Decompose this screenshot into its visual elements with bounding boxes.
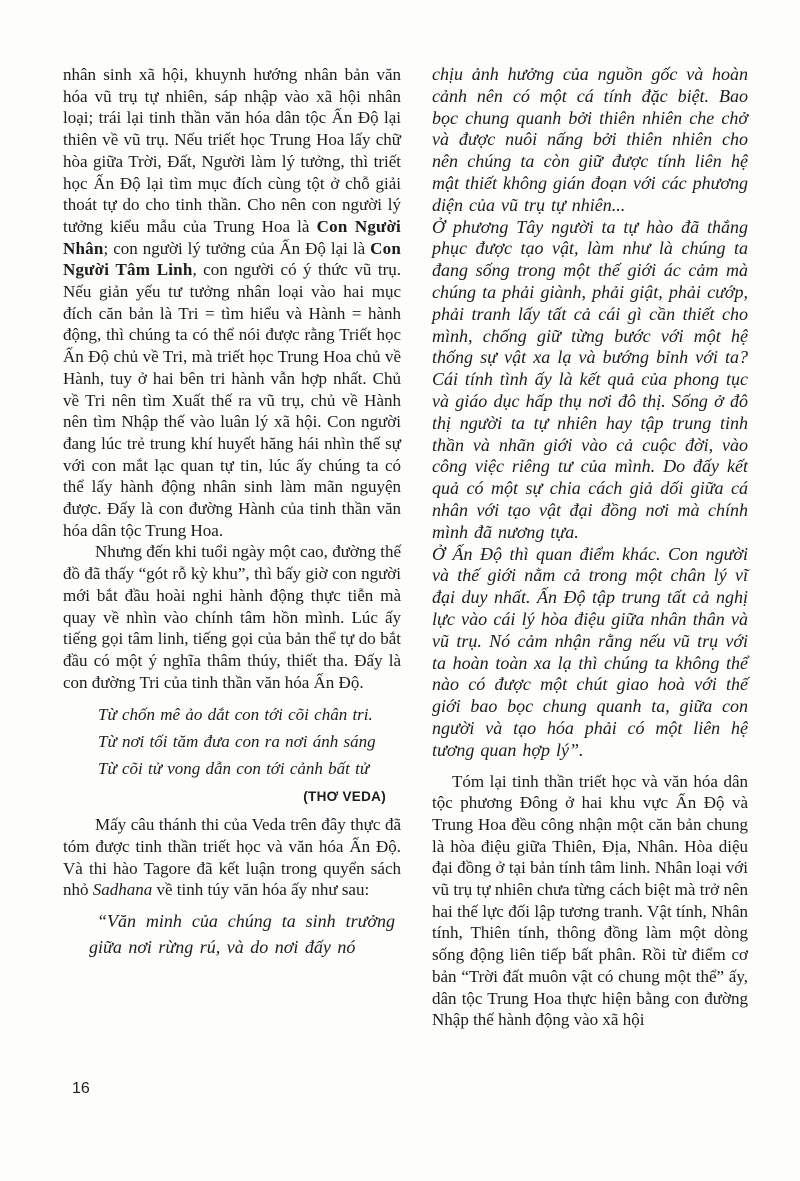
- paragraph-text: , con người có ý thức vũ trụ. Nếu giản yếu tư tưởng nhân loại vào hai mục đích căn bản là Tri = tìm hiểu và Hành = hành động, thì chúng ta có thể nói được rằng Triết học Ấn Độ chủ về Tri, mà triết học Trung Hoa chủ về Hành, tuy ở hai bên tri hành vẫn hợp nhất. Chủ về Tri nên tìm Xuất thế ra vũ trụ, chủ về Hành nên tìm Nhập thế vào luân lý xã hội. Con người đang lúc trẻ trung khí huyết hăng hái nhìn thế sự với con mắt lạc quan tự tin, lúc ấy chúng ta có thể lấy hành động nhân sinh làm mãn nguyện được. Đấy là con đường Hành của tinh thần văn hóa dân tộc Trung Hoa.: [63, 260, 401, 540]
- paragraph-3: [63, 814, 401, 901]
- verse-line: Từ chốn mê ảo dắt con tới cõi chân tri.: [98, 705, 373, 725]
- quote-paragraph-3: Ở Ấn Độ thì quan điểm khác. Con người và thế giới nằm cả trong một chân lý vĩ đại duy nhất. Ấn Độ tập trung tất cả nghị lực vào cái lý hòa điệu giữa nhân thân và vũ trụ. Nó cảm nhận rằng nếu vũ trụ với ta hoàn toàn xa lạ thì chúng ta không thể nào có được một chút giao hoà với thế giới bao bọc chung quanh ta, giữa con người và tạo hóa phải có một liên hệ tương quan hợp lý”.: [432, 543, 748, 760]
- verse-attribution: (THƠ VEDA): [303, 789, 386, 805]
- book-title-sadhana: Sadhana: [92, 880, 153, 900]
- paragraph-text: ; con người lý tưởng của Ấn Độ lại là: [103, 238, 371, 258]
- quote-paragraph-1: chịu ảnh hưởng của nguồn gốc và hoàn cảnh nên có một cá tính đặc biệt. Bao bọc chung quanh bởi thiên nhiên che chở và được nuôi nấng bởi thiên nhiên cho nên chúng ta còn giữ được tính liên hệ mật thiết không gián đoạn với các phương diện của vũ trụ tự nhiên...: [432, 64, 748, 215]
- paragraph-2: Nhưng đến khi tuổi ngày một cao, đường thế đồ đã thấy “gót rỗ kỳ khu”, thì bấy giờ con người mới bắt đầu hoài nghi hành động thực tiễn mà quay về nhìn vào chính tâm hồn mình. Lúc ấy tiếng gọi tâm linh, tiếng gọi của bản thể tự do bắt đầu có một ý nghĩa thâm thúy, thiết tha. Đấy là con đường Tri của tinh thần văn hóa Ấn Độ.: [63, 542, 401, 692]
- left-column: [63, 64, 401, 961]
- bold-phrase-con-nguoi-tam-linh: Con Người Tâm Linh: [63, 238, 401, 280]
- right-column: [432, 64, 748, 1031]
- paragraph-text: về tinh túy văn hóa ấy như sau:: [152, 880, 370, 900]
- paragraph-continuation: [63, 64, 401, 541]
- paragraph-text: Mấy câu thánh thi của Veda trên đây thực đã tóm được tinh thần triết học và văn hóa Ấn Độ. Và thi hào Tagore đã kết luận trong quyển sách nhỏ: [63, 815, 401, 900]
- verse-line: Từ cõi tử vong dẫn con tới cảnh bất tử: [98, 759, 370, 779]
- bold-phrase-con-nguoi-nhan: Con Người Nhân: [63, 216, 401, 258]
- paragraph-conclusion: Tóm lại tinh thần triết học và văn hóa dân tộc phương Đông ở hai khu vực Ấn Độ và Trung Hoa đều công nhận một căn bản chung là hòa điệu giữa Thiên, Địa, Nhân. Hòa diệu đại đồng ở tại bản tính tâm linh. Nhân loại với vũ trụ tự nhiên chưa từng cách biệt mà trở nên hai thế lực đối lập tương tranh. Vật tính, Nhân tính, Thiên tính, thông đồng làm một dòng sống động liên tiếp bất phân. Rồi từ điểm cơ bản “Trời đất muôn vật có chung một thể” ấy, dân tộc Trung Hoa thực hiện bằng con đường Nhập thế hành động vào xã hội: [432, 771, 748, 1030]
- veda-verse: [98, 701, 401, 782]
- page-number: 16: [72, 1080, 90, 1097]
- verse-line: Từ nơi tối tăm đưa con ra nơi ánh sáng: [98, 732, 376, 752]
- quote-opening: “Văn minh của chúng ta sinh trưởng giữa nơi rừng rú, và do nơi đấy nó: [89, 910, 395, 958]
- paragraph-text: nhân sinh xã hội, khuynh hướng nhân bản văn hóa vũ trụ tự nhiên, sáp nhập vào xã hội nhân loại; trái lại tinh thần văn hóa dân tộc Ấn Độ lại thiên về vũ trụ. Nếu triết học Trung Hoa lấy chữ hòa giữa Trời, Đất, Người làm lý tưởng, thì triết học Ấn Độ lại tìm mục đích cùng tột ở chỗ giải thoát tự do cho tinh thần. Cho nên con người lý tưởng kiểu mẫu của Trung Hoa là: [63, 65, 401, 236]
- quote-paragraph-2: Ở phương Tây người ta tự hào đã thắng phục được tạo vật, làm như là chúng ta đang sống trong một thế giới ác cảm mà chúng ta phải giành, phải giật, phải cướp, phải tranh lấy tất cả cái gì cần thiết cho mình, chống giữ từng bước với một hệ thống sự vật xa lạ và bướng bỉnh với ta? Cái tính tình ấy là kết quả của phong tục và giáo dục hấp thụ nơi đô thị. Sống ở đô thị người ta tự nhiên hay tập trung tinh thần và nhãn giới vào cả cuộc đời, vào công việc riêng tư của mình. Do đấy kết quả có một sự chia cách giả dối giữa cá nhân với tạo vật đại đồng nơi mà chính mình đã nương tựa.: [432, 216, 748, 542]
